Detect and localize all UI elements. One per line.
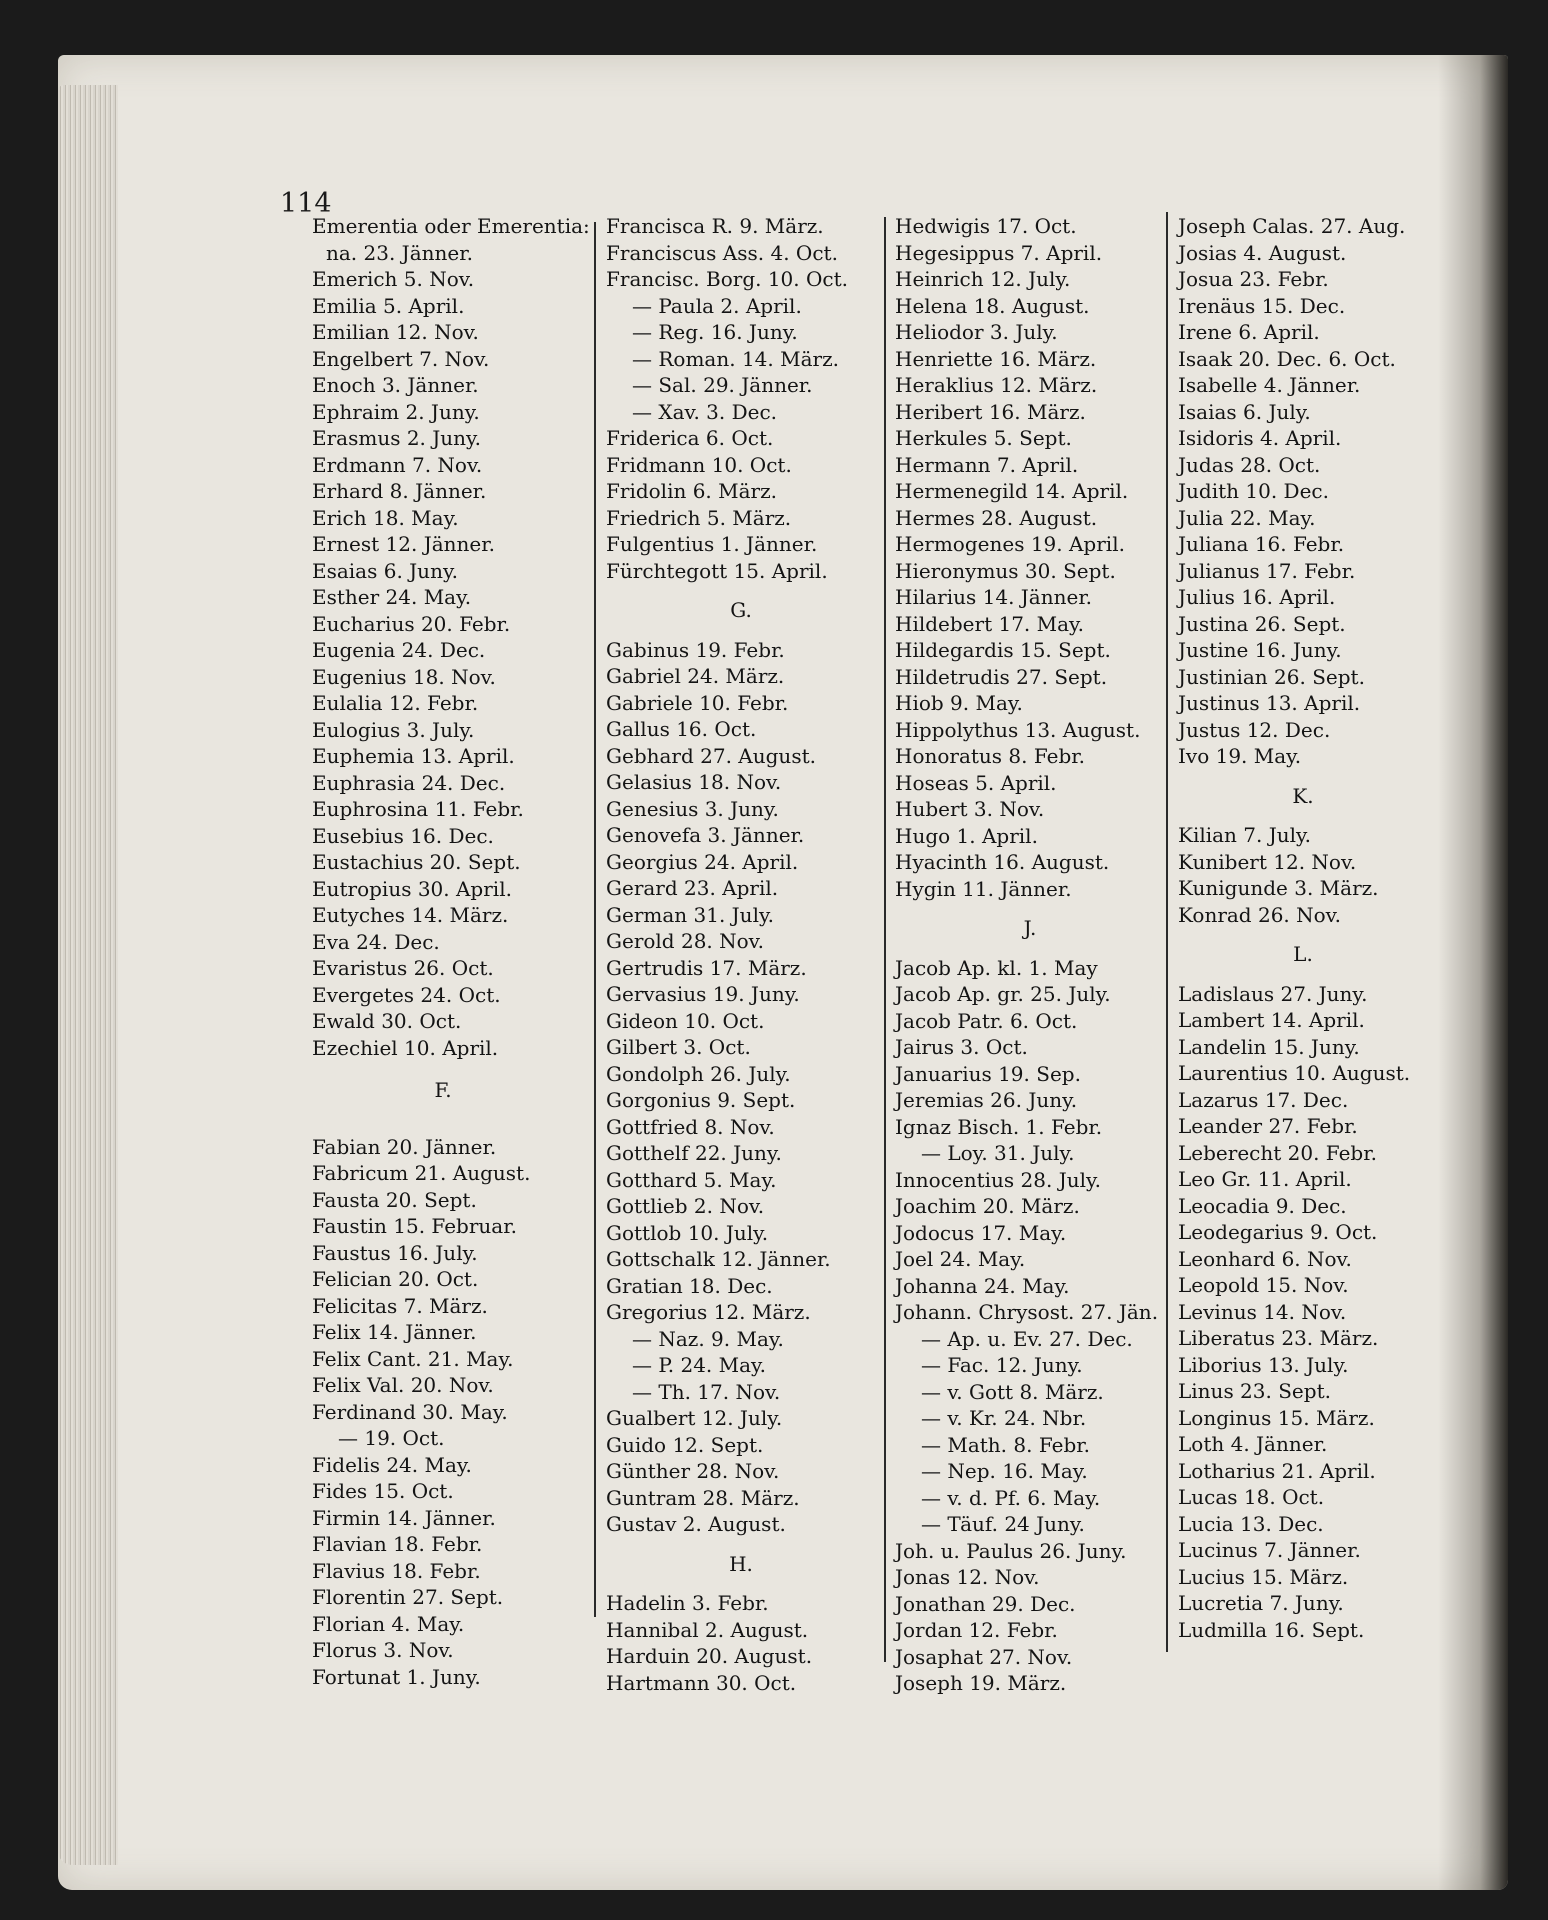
name-day-entry: Gilbert 3. Oct. (606, 1035, 751, 1059)
name-day-entry: Joseph Calas. 27. Aug. (1178, 214, 1406, 238)
name-day-entry: Konrad 26. Nov. (1178, 902, 1341, 927)
page-number: 114 (280, 188, 332, 219)
name-day-entry: Hedwigis 17. Oct. (895, 214, 1077, 238)
name-day-entry: Hyacinth 16. August. (895, 850, 1110, 874)
name-day-entry: Gregorius 12. März. (606, 1300, 811, 1324)
name-day-entry: Fortunat 1. Juny. (312, 1664, 481, 1689)
name-day-entry: Hermann 7. April. (895, 452, 1079, 477)
name-day-entry: Hadelin 3. Febr. (606, 1591, 769, 1615)
name-day-entry: Gelasius 18. Nov. (606, 770, 782, 794)
name-day-entry: Emilian 12. Nov. (312, 320, 479, 344)
name-day-entry: na. 23. Jänner. (326, 240, 473, 265)
name-day-entry: Joseph 19. März. (895, 1671, 1067, 1695)
name-day-entry: Ladislaus 27. Juny. (1178, 981, 1368, 1006)
name-day-entry: Johanna 24. May. (895, 1273, 1070, 1298)
name-day-entry: Gertrudis 17. März. (606, 955, 807, 980)
name-day-entry: Florus 3. Nov. (312, 1638, 454, 1662)
name-day-entry: Faustin 15. Februar. (312, 1214, 517, 1238)
name-day-entry: Lucas 18. Oct. (1178, 1485, 1325, 1509)
name-day-entry: Guntram 28. März. (606, 1485, 800, 1510)
name-day-entry: Eutyches 14. März. (312, 903, 509, 927)
name-day-entry: Gervasius 19. Juny. (606, 982, 800, 1006)
name-day-entry: Emerich 5. Nov. (312, 267, 475, 291)
name-day-entry: Kunibert 12. Nov. (1178, 849, 1357, 874)
name-day-entry: Juliana 16. Febr. (1178, 532, 1345, 556)
name-day-entry: Eusebius 16. Dec. (312, 823, 494, 848)
section-letter: G. (730, 598, 752, 622)
name-day-entry: — Nep. 16. May. (921, 1459, 1088, 1483)
name-day-entry: Hermes 28. August. (895, 505, 1098, 530)
name-day-entry: Jodocus 17. May. (895, 1220, 1067, 1245)
name-day-entry: Liberatus 23. März. (1178, 1326, 1379, 1350)
name-day-entry: Engelbert 7. Nov. (312, 346, 490, 371)
name-day-entry: Lazarus 17. Dec. (1178, 1087, 1349, 1112)
name-day-entry: Lucinus 7. Jänner. (1178, 1538, 1361, 1562)
name-day-entry: Innocentius 28. July. (895, 1167, 1102, 1192)
name-day-entry: — Th. 17. Nov. (632, 1379, 781, 1404)
name-day-entry: Fulgentius 1. Jänner. (606, 532, 818, 556)
column-rule (1166, 212, 1168, 1652)
name-day-entry: Fides 15. Oct. (312, 1479, 454, 1503)
name-day-entry: — Paula 2. April. (632, 293, 802, 318)
name-day-entry: Ephraim 2. Juny. (312, 399, 480, 424)
name-day-entry: Eugenia 24. Dec. (312, 638, 486, 662)
name-day-entry: Hildebert 17. May. (895, 611, 1085, 636)
name-day-entry: Erdmann 7. Nov. (312, 452, 483, 477)
name-day-entry: Gerold 28. Nov. (606, 929, 764, 953)
name-day-entry: Leonhard 6. Nov. (1178, 1246, 1352, 1271)
name-day-entry: Euphrosina 11. Febr. (312, 797, 524, 821)
name-day-entry: — Xav. 3. Dec. (632, 399, 778, 424)
name-day-entry: Gabriel 24. März. (606, 664, 785, 688)
name-day-entry: Gallus 16. Oct. (606, 717, 757, 741)
name-day-entry: Jacob Ap. kl. 1. May (895, 955, 1098, 980)
name-day-entry: — v. d. Pf. 6. May. (921, 1485, 1101, 1510)
name-day-entry: Francisca R. 9. März. (606, 214, 824, 238)
name-day-entry: Gabriele 10. Febr. (606, 690, 789, 715)
name-day-entry: Guido 12. Sept. (606, 1432, 764, 1457)
name-day-entry: Euphemia 13. April. (312, 744, 515, 768)
name-day-entry: Leocadia 9. Dec. (1178, 1193, 1347, 1218)
name-day-entry: Hoseas 5. April. (895, 770, 1057, 795)
name-day-entry: Hermogenes 19. April. (895, 532, 1125, 556)
name-day-entry: Januarius 19. Sep. (895, 1061, 1081, 1086)
name-day-entry: Esther 24. May. (312, 585, 472, 609)
name-day-entry: German 31. July. (606, 902, 774, 927)
name-day-entry: Ferdinand 30. May. (312, 1399, 508, 1424)
name-day-entry: Landelin 15. Juny. (1178, 1034, 1360, 1059)
name-day-entry: Hermenegild 14. April. (895, 479, 1129, 503)
name-day-entry: Eucharius 20. Febr. (312, 611, 511, 636)
name-day-entry: Friedrich 5. März. (606, 505, 792, 530)
name-day-entry: Hildegardis 15. Sept. (895, 638, 1111, 662)
name-day-entry: Justina 26. Sept. (1178, 611, 1346, 636)
name-day-entry: Eulalia 12. Febr. (312, 691, 479, 715)
name-day-entry: Leopold 15. Nov. (1178, 1273, 1349, 1297)
name-day-entry: — v. Kr. 24. Nbr. (921, 1406, 1087, 1430)
section-letter: J. (1023, 916, 1037, 940)
name-day-entry: Jairus 3. Oct. (895, 1035, 1028, 1059)
name-day-entry: Judith 10. Dec. (1178, 479, 1329, 503)
name-day-entry: Emerentia oder Emerentia: (312, 214, 590, 238)
name-day-entry: Franciscus Ass. 4. Oct. (606, 240, 838, 265)
name-day-entry: Gabinus 19. Febr. (606, 637, 785, 662)
name-day-entry: Felix 14. Jänner. (312, 1320, 477, 1344)
name-day-entry: Helena 18. August. (895, 293, 1090, 318)
name-day-entry: Enoch 3. Jänner. (312, 373, 479, 397)
name-day-entry: Jonas 12. Nov. (895, 1565, 1040, 1589)
name-day-entry: — Fac. 12. Juny. (921, 1353, 1083, 1377)
name-day-entry: Loth 4. Jänner. (1178, 1432, 1328, 1456)
name-day-entry: — Täuf. 24 Juny. (921, 1512, 1085, 1536)
name-day-entry: Flavian 18. Febr. (312, 1532, 483, 1556)
name-day-entry: Gottlob 10. July. (606, 1220, 769, 1245)
name-day-entry: Linus 23. Sept. (1178, 1379, 1331, 1403)
name-day-entry: Julianus 17. Febr. (1178, 558, 1356, 583)
name-day-entry: Gratian 18. Dec. (606, 1273, 773, 1298)
name-day-entry: Ivo 19. May. (1178, 744, 1302, 768)
name-day-entry: Esaias 6. Juny. (312, 558, 458, 583)
name-day-entry: Jeremias 26. Juny. (895, 1088, 1078, 1112)
name-day-entry: Felix Cant. 21. May. (312, 1346, 514, 1371)
name-day-entry: Eustachius 20. Sept. (312, 850, 521, 874)
name-day-entry: Kilian 7. July. (1178, 823, 1312, 847)
name-day-entry: Fidelis 24. May. (312, 1452, 472, 1477)
name-day-entry: — Reg. 16. Juny. (632, 320, 798, 344)
name-day-entry: Felix Val. 20. Nov. (312, 1373, 494, 1397)
name-day-entry: — Naz. 9. May. (632, 1326, 784, 1351)
name-day-entry: Heribert 16. März. (895, 399, 1086, 424)
name-day-entry: Hilarius 14. Jänner. (895, 585, 1093, 609)
section-letter: K. (1292, 783, 1314, 808)
name-day-entry: Jordan 12. Febr. (895, 1618, 1058, 1642)
column-rule (884, 217, 886, 1662)
name-day-entry: Kunigunde 3. März. (1178, 876, 1379, 900)
name-day-entry: Günther 28. Nov. (606, 1459, 780, 1483)
name-day-entry: — Math. 8. Febr. (921, 1432, 1090, 1457)
name-day-entry: Levinus 14. Nov. (1178, 1299, 1347, 1324)
name-column-2 (606, 213, 876, 1696)
section-letter: F. (434, 1078, 452, 1102)
name-day-entry: Francisc. Borg. 10. Oct. (606, 267, 848, 291)
name-day-entry: Gondolph 26. July. (606, 1061, 791, 1086)
name-day-entry: Felicitas 7. März. (312, 1293, 488, 1318)
name-day-entry: Isidoris 4. April. (1178, 426, 1342, 450)
name-day-entry: Flavius 18. Febr. (312, 1558, 481, 1583)
name-day-entry: Hippolythus 13. August. (895, 717, 1141, 742)
name-day-entry: Gebhard 27. August. (606, 743, 816, 768)
name-day-entry: Ludmilla 16. Sept. (1178, 1617, 1365, 1642)
name-day-entry: — v. Gott 8. März. (921, 1379, 1104, 1404)
name-day-entry: Justus 12. Dec. (1178, 717, 1331, 742)
name-day-entry: Fabricum 21. August. (312, 1161, 531, 1185)
name-day-entry: Isaak 20. Dec. 6. Oct. (1178, 346, 1396, 371)
name-day-entry: Justine 16. Juny. (1178, 638, 1342, 662)
name-day-entry: — Roman. 14. März. (632, 346, 839, 371)
book-spine-shadow (1438, 55, 1508, 1890)
name-day-entry: Ernest 12. Jänner. (312, 532, 495, 556)
name-day-entry: Gerard 23. April. (606, 876, 779, 900)
name-day-entry: Hildetrudis 27. Sept. (895, 664, 1108, 689)
name-day-entry: Fridolin 6. März. (606, 479, 778, 503)
name-day-entry: Fridmann 10. Oct. (606, 452, 792, 477)
name-day-entry: Firmin 14. Jänner. (312, 1505, 496, 1530)
name-day-entry: Justinian 26. Sept. (1178, 664, 1365, 689)
name-column-1 (312, 213, 590, 1690)
name-day-entry: Hartmann 30. Oct. (606, 1670, 797, 1695)
name-day-entry: Joachim 20. März. (895, 1194, 1080, 1218)
name-day-entry: Gottschalk 12. Jänner. (606, 1247, 831, 1271)
name-day-entry: Evergetes 24. Oct. (312, 982, 501, 1007)
name-day-entry: Fausta 20. Sept. (312, 1187, 477, 1212)
name-day-entry: Gotthelf 22. Juny. (606, 1141, 782, 1165)
name-day-entry: Lambert 14. April. (1178, 1008, 1365, 1032)
name-day-entry: Josua 23. Febr. (1178, 267, 1329, 291)
name-day-entry: Erasmus 2. Juny. (312, 426, 482, 450)
name-day-entry: Henriette 16. März. (895, 346, 1097, 371)
name-day-entry: Gorgonius 9. Sept. (606, 1088, 796, 1112)
name-day-entry: Lucretia 7. Juny. (1178, 1591, 1344, 1615)
name-day-entry: Julius 16. April. (1178, 585, 1336, 609)
name-day-entry: Ezechiel 10. April. (312, 1035, 499, 1060)
name-day-entry: Harduin 20. August. (606, 1644, 813, 1668)
name-day-entry: Erich 18. May. (312, 505, 459, 530)
name-column-4 (1178, 213, 1428, 1643)
name-day-entry: Gideon 10. Oct. (606, 1008, 765, 1033)
name-day-entry: Eugenius 18. Nov. (312, 664, 496, 689)
name-day-entry: Josias 4. August. (1178, 240, 1347, 265)
page-fore-edge (58, 85, 118, 1865)
name-day-entry: Leberecht 20. Febr. (1178, 1140, 1377, 1165)
name-day-entry: Jacob Patr. 6. Oct. (895, 1008, 1078, 1033)
name-column-3 (895, 213, 1165, 1697)
name-day-entry: Fabian 20. Jänner. (312, 1134, 497, 1159)
name-day-entry: Josaphat 27. Nov. (895, 1644, 1073, 1669)
name-day-entry: Lucius 15. März. (1178, 1564, 1349, 1589)
name-day-entry: Friderica 6. Oct. (606, 426, 774, 450)
name-day-entry: Lotharius 21. April. (1178, 1458, 1376, 1483)
name-day-entry: Heliodor 3. July. (895, 320, 1058, 344)
name-day-entry: Georgius 24. April. (606, 849, 799, 874)
name-day-entry: Herkules 5. Sept. (895, 426, 1072, 450)
name-day-entry: Fürchtegott 15. April. (606, 558, 828, 583)
name-day-entry: Erhard 8. Jänner. (312, 479, 487, 503)
name-day-entry: Hugo 1. April. (895, 823, 1038, 848)
name-day-entry: — Loy. 31. July. (921, 1141, 1075, 1165)
name-day-entry: Euphrasia 24. Dec. (312, 770, 506, 795)
name-day-entry: Liborius 13. July. (1178, 1352, 1349, 1377)
name-day-entry: Hannibal 2. August. (606, 1617, 809, 1642)
name-day-entry: Irenäus 15. Dec. (1178, 293, 1346, 318)
name-day-entry: Leander 27. Febr. (1178, 1114, 1358, 1138)
name-day-entry: Heraklius 12. März. (895, 373, 1098, 397)
name-day-entry: Gottfried 8. Nov. (606, 1114, 775, 1139)
name-day-entry: Longinus 15. März. (1178, 1405, 1375, 1430)
name-day-entry: Johann. Chrysost. 27. Jän. (895, 1300, 1159, 1324)
name-day-entry: Laurentius 10. August. (1178, 1061, 1411, 1085)
name-day-entry: Genesius 3. Juny. (606, 796, 779, 821)
name-day-entry: Hieronymus 30. Sept. (895, 558, 1116, 583)
name-day-entry: Felician 20. Oct. (312, 1267, 479, 1291)
section-letter: L. (1293, 942, 1313, 966)
name-day-entry: Jacob Ap. gr. 25. July. (895, 982, 1111, 1006)
name-day-entry: Isabelle 4. Jänner. (1178, 373, 1361, 397)
name-day-entry: Leo Gr. 11. April. (1178, 1167, 1352, 1191)
name-day-entry: Honoratus 8. Febr. (895, 744, 1086, 768)
name-day-entry: Hygin 11. Jänner. (895, 876, 1072, 901)
name-day-entry: Hubert 3. Nov. (895, 797, 1045, 821)
name-day-entry: Ewald 30. Oct. (312, 1009, 462, 1033)
name-day-entry: — P. 24. May. (632, 1353, 767, 1377)
name-day-entry: Irene 6. April. (1178, 320, 1320, 344)
name-day-entry: Genovefa 3. Jänner. (606, 823, 805, 847)
name-day-entry: Hegesippus 7. April. (895, 240, 1103, 265)
name-day-entry: Lucia 13. Dec. (1178, 1511, 1324, 1536)
name-day-entry: — 19. Oct. (338, 1426, 445, 1450)
name-day-entry: Justinus 13. April. (1178, 691, 1361, 715)
name-day-entry: Isaias 6. July. (1178, 399, 1311, 424)
name-day-entry: Leodegarius 9. Oct. (1178, 1220, 1378, 1244)
name-day-entry: Joel 24. May. (895, 1247, 1026, 1271)
name-day-entry: Jonathan 29. Dec. (895, 1591, 1076, 1616)
name-day-entry: Gotthard 5. May. (606, 1167, 777, 1192)
name-day-entry: Ignaz Bisch. 1. Febr. (895, 1114, 1103, 1139)
name-day-entry: Gualbert 12. July. (606, 1406, 783, 1430)
column-rule (594, 222, 596, 1617)
name-day-entry: Joh. u. Paulus 26. Juny. (895, 1538, 1127, 1563)
name-day-entry: Eulogius 3. July. (312, 717, 475, 742)
name-day-entry: Evaristus 26. Oct. (312, 956, 494, 980)
name-day-entry: Florentin 27. Sept. (312, 1585, 504, 1609)
name-day-entry: Julia 22. May. (1178, 505, 1316, 530)
name-day-entry: Judas 28. Oct. (1178, 452, 1321, 477)
name-day-entry: Emilia 5. April. (312, 293, 465, 318)
name-day-entry: — Sal. 29. Jänner. (632, 373, 813, 397)
section-letter: H. (729, 1551, 753, 1576)
name-day-entry: Hiob 9. May. (895, 691, 1023, 715)
name-day-entry: Gustav 2. August. (606, 1512, 786, 1536)
name-day-entry: Heinrich 12. July. (895, 267, 1071, 291)
name-day-entry: Florian 4. May. (312, 1611, 465, 1636)
name-day-entry: Faustus 16. July. (312, 1240, 478, 1265)
name-day-entry: Eva 24. Dec. (312, 929, 440, 954)
name-day-entry: Eutropius 30. April. (312, 876, 512, 901)
name-day-entry: Gottlieb 2. Nov. (606, 1194, 765, 1218)
name-day-entry: — Ap. u. Ev. 27. Dec. (921, 1326, 1133, 1351)
